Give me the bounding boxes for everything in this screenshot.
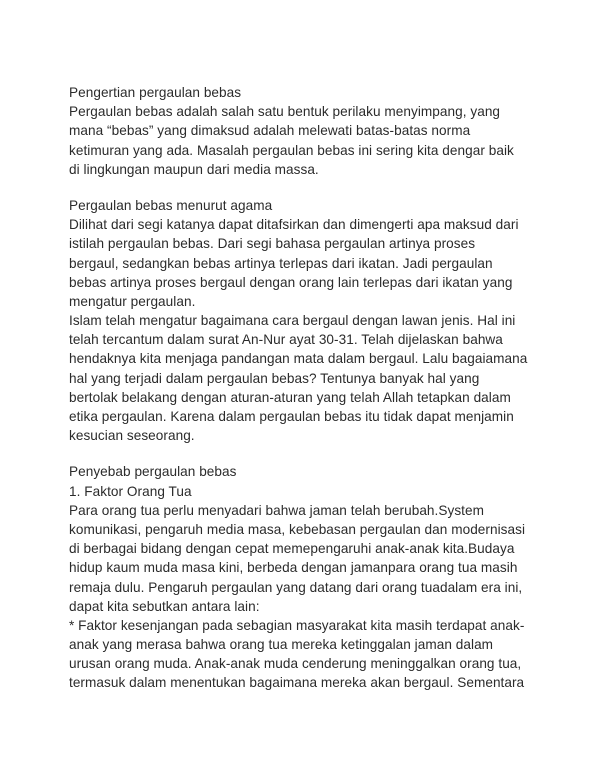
paragraph-line: dapat kita sebutkan antara lain:	[69, 598, 260, 614]
paragraph-line: hidup kaum muda masa kini, berbeda dengan jamanpara orang tua masih	[69, 560, 518, 576]
paragraph-line: istilah pergaulan bebas. Dari segi bahasa pergaulan artinya proses	[69, 236, 476, 252]
paragraph-line: ketimuran yang ada. Masalah pergaulan bebas ini sering kita dengar baik	[69, 142, 514, 158]
paragraph-line: hal yang terjadi dalam pergaulan bebas? Tentunya banyak hal yang	[69, 370, 480, 386]
paragraph-line: urusan orang muda. Anak-anak muda cenderung meninggalkan orang tua,	[69, 656, 522, 672]
paragraph-line: komunikasi, pengaruh media masa, kebebasan pergaulan dan modernisasi	[69, 521, 526, 537]
paragraph-line: Para orang tua perlu menyadari bahwa jaman telah berubah.System	[69, 502, 484, 518]
paragraph-line: di lingkungan maupun dari media massa.	[69, 161, 319, 177]
section-spacer	[69, 445, 539, 462]
paragraph-line: Pergaulan bebas adalah salah satu bentuk perilaku menyimpang, yang	[69, 104, 501, 120]
paragraph-line: di berbagai bidang dengan cepat memepengaruhi anak-anak kita.Budaya	[69, 541, 515, 557]
paragraph-line: etika pergaulan. Karena dalam pergaulan bebas itu tidak dapat menjamin	[69, 409, 514, 424]
paragraph-line: kesucian seseorang.	[69, 428, 195, 444]
paragraph-line: bertolak belakang dengan aturan-aturan yang telah Allah tetapkan dalam	[69, 389, 511, 405]
paragraph-line: bergaul, sedangkan bebas artinya terlepas dari ikatan. Jadi pergaulan	[69, 255, 493, 271]
paragraph-line: termasuk dalam menentukan bagaimana mereka akan bergaul. Sementara	[69, 675, 525, 691]
paragraph-line: Dilihat dari segi katanya dapat ditafsirkan dan dimengerti apa maksud dari	[69, 217, 519, 233]
paragraph-line: mengatur pergaulan.	[69, 293, 196, 309]
document-page	[69, 83, 539, 693]
paragraph-line: telah tercantum dalam surat An-Nur ayat 30-31. Telah dijelaskan bahwa	[69, 332, 503, 348]
subsection-heading: 1. Faktor Orang Tua	[69, 483, 192, 499]
section-heading: Pergaulan bebas menurut agama	[69, 197, 273, 213]
section-menurut-agama	[69, 196, 539, 445]
paragraph-line: * Faktor kesenjangan pada sebagian masyarakat kita masih terdapat anak-	[69, 617, 525, 633]
paragraph-line: Islam telah mengatur bagaimana cara bergaul dengan lawan jenis. Hal ini	[69, 313, 516, 329]
section-spacer	[69, 179, 539, 196]
section-penyebab	[69, 462, 539, 692]
paragraph-line: hendaknya kita menjaga pandangan mata dalam bergaul. Lalu bagaiamana	[69, 351, 528, 367]
section-heading: Pengertian pergaulan bebas	[69, 85, 242, 100]
paragraph-line: anak yang merasa bahwa orang tua mereka ketinggalan jaman dalam	[69, 637, 494, 653]
section-heading: Penyebab pergaulan bebas	[69, 464, 237, 480]
paragraph-line: bebas artinya proses bergaul dengan orang lain terlepas dari ikatan yang	[69, 274, 513, 290]
section-pengertian	[69, 83, 539, 179]
paragraph-line: remaja dulu. Pengaruh pergaulan yang datang dari orang tuadalam era ini,	[69, 579, 523, 595]
paragraph-line: mana “bebas” yang dimaksud adalah melewati batas-batas norma	[69, 123, 471, 139]
